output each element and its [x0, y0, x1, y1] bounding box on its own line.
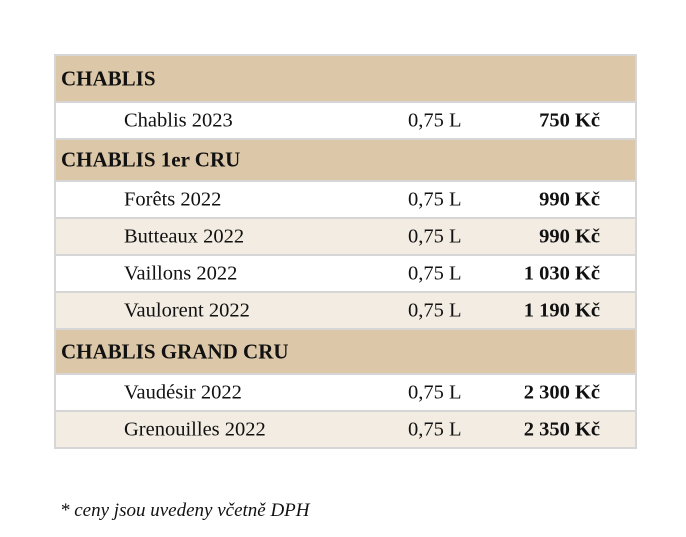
- wine-volume: 0,75 L: [408, 418, 462, 440]
- wine-price: 2 300 Kč: [523, 381, 600, 403]
- section-title: CHABLIS 1er CRU: [61, 147, 241, 172]
- wine-volume: 0,75 L: [408, 188, 462, 210]
- wine-name: Vaillons 2022: [124, 262, 238, 284]
- wine-price: 750 Kč: [539, 109, 600, 131]
- section-title: CHABLIS GRAND CRU: [61, 339, 289, 363]
- wine-name: Vaulorent 2022: [124, 299, 250, 321]
- section-header-chablis-grand-cru: [56, 328, 635, 373]
- table-row: [56, 217, 635, 254]
- wine-name: Forêts 2022: [124, 188, 222, 210]
- wine-name: Vaudésir 2022: [124, 381, 242, 403]
- table-row: [56, 410, 635, 447]
- table-row: [56, 101, 635, 138]
- wine-volume: 0,75 L: [408, 299, 462, 321]
- wine-volume: 0,75 L: [408, 381, 462, 403]
- wine-price: 990 Kč: [539, 188, 600, 210]
- wine-price: 1 030 Kč: [523, 262, 600, 284]
- wine-price: 2 350 Kč: [523, 418, 600, 440]
- section-header-chablis-1er-cru: [56, 138, 635, 180]
- section-title: CHABLIS: [61, 66, 156, 90]
- wine-price: 990 Kč: [539, 225, 600, 247]
- table-row: [56, 291, 635, 328]
- wine-name: Grenouilles 2022: [124, 418, 266, 440]
- section-header-chablis: [56, 56, 635, 101]
- table-row: [56, 254, 635, 291]
- table-row: [56, 180, 635, 217]
- wine-price: 1 190 Kč: [523, 299, 600, 321]
- wine-volume: 0,75 L: [408, 225, 462, 247]
- wine-name: Butteaux 2022: [124, 225, 245, 247]
- table-row: [56, 373, 635, 410]
- wine-price-table: [54, 54, 637, 449]
- wine-name: Chablis 2023: [124, 109, 233, 131]
- wine-volume: 0,75 L: [408, 262, 462, 284]
- wine-volume: 0,75 L: [408, 109, 462, 131]
- price-footnote: * ceny jsou uvedeny včetně DPH: [60, 500, 310, 521]
